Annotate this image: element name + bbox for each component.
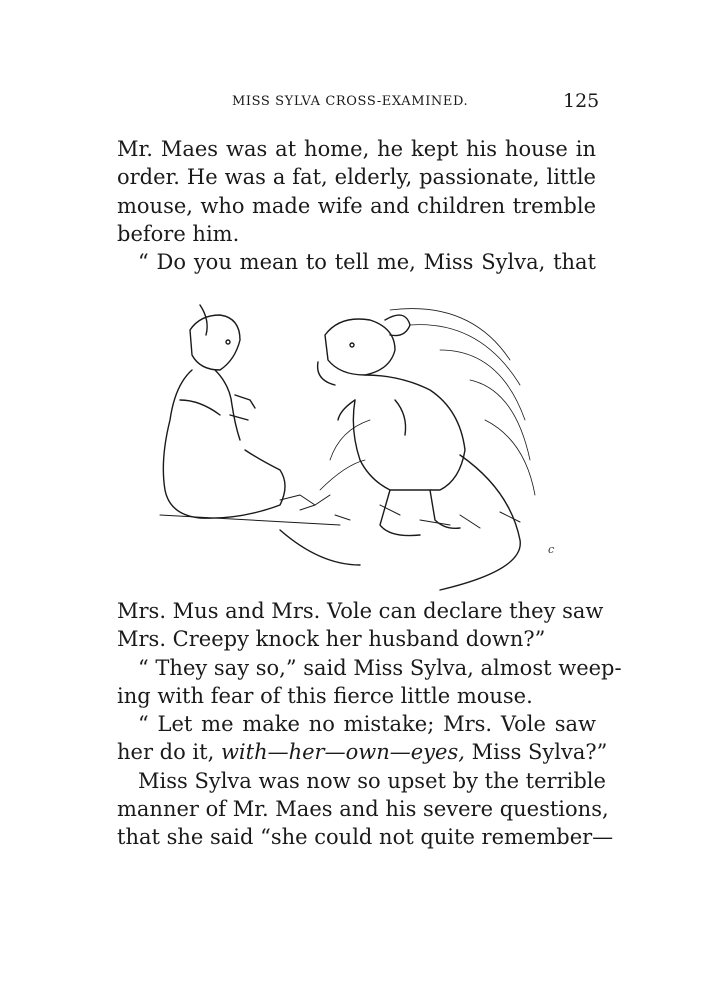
text-line: Miss Sylva was now so upset by the terrible (138, 768, 606, 793)
emphasis-before: her do it, (117, 740, 221, 765)
text-line: Mrs. Mus and Mrs. Vole can declare they saw (117, 599, 604, 623)
emphasis-after: Miss Sylva?” (464, 740, 608, 765)
ground-grass (160, 495, 520, 528)
text-line: that she said “she could not quite remember— (117, 825, 614, 850)
artist-signature: c (548, 543, 555, 556)
mice-drawing (140, 290, 580, 595)
text-line: manner of Mr. Maes and his severe questions, (117, 797, 609, 822)
mice-illustration (140, 290, 580, 595)
gentleman-mouse (318, 315, 521, 590)
text-line: “ Do you mean to tell me, Miss Sylva, that (138, 250, 596, 275)
text-line: ing with fear of this fierce little mouse. (117, 683, 533, 708)
paragraph-bottom (117, 597, 622, 852)
text-line: Mrs. Creepy knock her husband down?” (117, 627, 546, 652)
text-line: “ Let me make no mistake; Mrs. Vole saw (138, 712, 596, 737)
text-line: before him. (117, 221, 240, 246)
paragraph-top (117, 135, 596, 276)
page-number: 125 (563, 90, 600, 112)
emphasis-italic: with—her—own—eyes, (220, 740, 465, 765)
text-line: Mr. Maes was at home, he kept his house in (117, 137, 596, 161)
lady-mouse (163, 305, 360, 565)
text-line: order. He was a fat, elderly, passionate, little (117, 165, 596, 190)
running-head: MISS SYLVA CROSS-EXAMINED. (232, 94, 469, 109)
text-line: “ They say so,” said Miss Sylva, almost weep- (138, 655, 622, 680)
text-line: mouse, who made wife and children tremble (117, 193, 596, 218)
text-line-emphasis (117, 738, 608, 766)
